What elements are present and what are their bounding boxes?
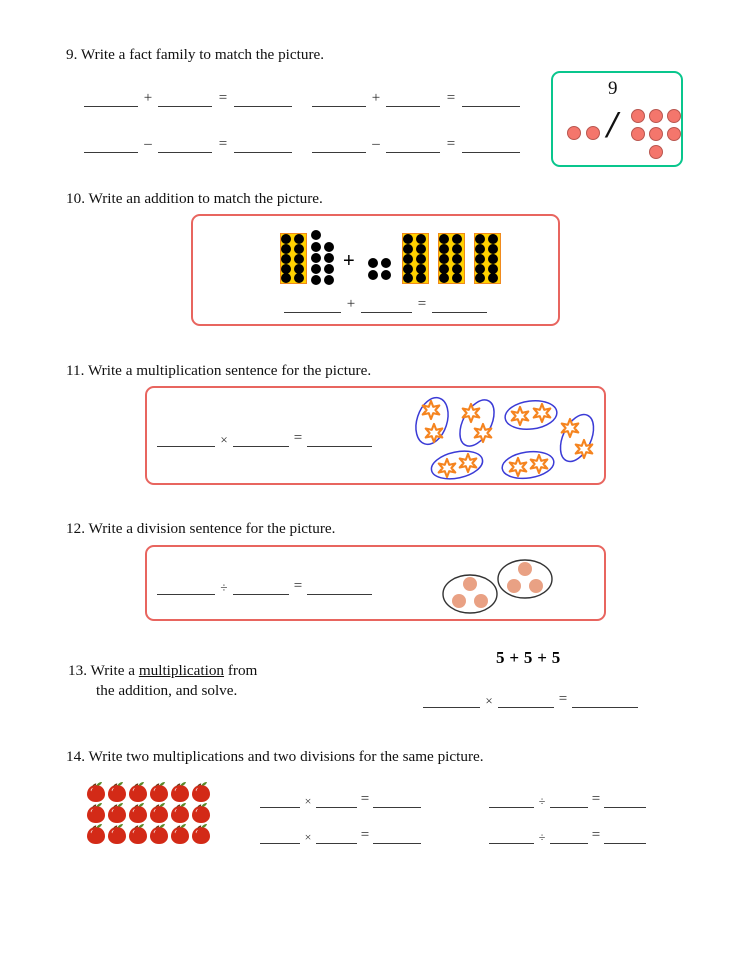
problem-11-prompt: 11. Write a multiplication sentence for the picture. — [66, 362, 372, 379]
answer-blank[interactable] — [462, 152, 520, 153]
equals-operator: = — [591, 791, 601, 807]
ten-frame-dot — [475, 244, 485, 254]
ten-frame-dot — [403, 273, 413, 283]
star-group — [554, 409, 601, 466]
ten-frame-dot — [452, 244, 462, 254]
divide-operator: ÷ — [538, 830, 546, 844]
counter-dot — [631, 109, 645, 123]
counter-dot — [667, 127, 681, 141]
ten-frame-dot — [475, 273, 485, 283]
problem-13-prompt-underlined: multiplication — [138, 662, 225, 679]
problem-13-prompt-part-1: 13. Write a — [68, 662, 139, 679]
problem-12-equation — [157, 578, 372, 601]
answer-blank[interactable] — [489, 843, 534, 844]
ten-frame-dot — [488, 273, 498, 283]
equals-operator: = — [218, 90, 228, 106]
equals-operator: = — [558, 691, 568, 707]
ten-frame-dot — [281, 273, 291, 283]
apple-array-picture — [86, 781, 216, 845]
counter-dot — [586, 126, 600, 140]
answer-blank[interactable] — [572, 707, 638, 708]
problem-14-multiplication-row-1 — [260, 791, 421, 814]
ten-frame-dot — [403, 234, 413, 244]
problem-14-prompt: 14. Write two multiplications and two divisions for the same picture. — [66, 748, 484, 765]
answer-blank[interactable] — [157, 594, 215, 595]
apple-row — [87, 803, 210, 823]
answer-blank[interactable] — [84, 106, 138, 107]
answer-blank[interactable] — [307, 594, 372, 595]
counter-dot — [667, 109, 681, 123]
minus-operator: – — [144, 136, 152, 152]
equals-operator: = — [218, 136, 228, 152]
problem-9-equation-row-1-left — [84, 90, 292, 113]
ten-frame-dot — [294, 234, 304, 244]
ten-frame-dot — [488, 234, 498, 244]
apple-row — [87, 824, 210, 844]
ten-frame-dot — [416, 234, 426, 244]
unit-dot — [324, 275, 334, 285]
star-group — [410, 394, 453, 449]
answer-blank[interactable] — [373, 807, 421, 808]
star-group — [453, 394, 501, 451]
equals-operator: = — [293, 430, 303, 446]
answer-blank[interactable] — [233, 446, 289, 447]
answer-blank[interactable] — [260, 807, 300, 808]
problem-13-prompt-line-2: the addition, and solve. — [96, 682, 238, 699]
unit-dot — [311, 275, 321, 285]
answer-blank[interactable] — [550, 807, 588, 808]
ten-frame-dot — [403, 244, 413, 254]
problem-9-picture-box — [551, 71, 683, 167]
answer-blank[interactable] — [284, 312, 341, 313]
ten-frame-dot — [452, 273, 462, 283]
ten-frame-dot — [439, 254, 449, 264]
answer-blank[interactable] — [316, 807, 357, 808]
answer-blank[interactable] — [84, 152, 138, 153]
ten-frame-dot — [488, 254, 498, 264]
answer-blank[interactable] — [462, 106, 520, 107]
plus-sign-picture: + — [343, 250, 355, 272]
answer-blank[interactable] — [234, 152, 292, 153]
problem-10-prompt: 10. Write an addition to match the picture. — [66, 190, 323, 207]
problem-14-division-row-2 — [489, 827, 646, 850]
answer-blank[interactable] — [386, 106, 440, 107]
counter-dot — [649, 109, 663, 123]
answer-blank[interactable] — [260, 843, 300, 844]
fact-family-divider: / — [607, 104, 618, 146]
ten-frame-dot — [475, 254, 485, 264]
problem-9-equation-row-2-right — [312, 136, 520, 159]
counter-dot — [631, 127, 645, 141]
times-operator: × — [304, 830, 312, 844]
ten-frame-dot — [416, 244, 426, 254]
counter-group — [498, 560, 552, 598]
plus-operator: + — [346, 296, 356, 312]
counter-groups-picture — [437, 554, 557, 616]
ten-frame-dot — [281, 254, 291, 264]
problem-11-picture-box — [145, 386, 606, 485]
star-group — [429, 447, 485, 483]
ten-frame-dot — [452, 234, 462, 244]
answer-blank[interactable] — [158, 152, 212, 153]
answer-blank[interactable] — [386, 152, 440, 153]
problem-9-prompt: 9. Write a fact family to match the picture. — [66, 46, 325, 63]
ten-frame-dot — [439, 244, 449, 254]
equals-operator: = — [360, 827, 370, 843]
times-operator: × — [220, 432, 228, 447]
unit-dot — [324, 264, 334, 274]
answer-blank[interactable] — [316, 843, 357, 844]
answer-blank[interactable] — [312, 152, 366, 153]
answer-blank[interactable] — [233, 594, 289, 595]
ten-frame-dot — [488, 244, 498, 254]
ten-frame-dot — [403, 254, 413, 264]
equals-operator: = — [446, 136, 456, 152]
ten-frame-dot — [439, 234, 449, 244]
problem-12-picture-box — [145, 545, 606, 621]
ten-frame-dot — [475, 234, 485, 244]
ten-frame-dot — [294, 254, 304, 264]
divide-operator: ÷ — [220, 580, 228, 595]
apple-row — [87, 782, 210, 802]
ten-frame-dot — [439, 273, 449, 283]
answer-blank[interactable] — [604, 843, 646, 844]
problem-10-equation — [284, 296, 487, 319]
ten-frame-dot — [416, 273, 426, 283]
problem-13-prompt-part-2: from — [224, 662, 258, 679]
unit-dot — [311, 253, 321, 263]
minus-operator: – — [372, 136, 380, 152]
unit-dot — [311, 230, 321, 240]
counter-dot — [649, 127, 663, 141]
answer-blank[interactable] — [307, 446, 372, 447]
unit-dot — [324, 253, 334, 263]
problem-10-picture-box — [191, 214, 560, 326]
equals-operator: = — [417, 296, 427, 312]
star-groups-picture — [409, 393, 604, 483]
problem-13-addition-expression: 5 + 5 + 5 — [496, 648, 561, 667]
answer-blank[interactable] — [157, 446, 215, 447]
ten-frame-dot — [281, 234, 291, 244]
counter-dot — [649, 145, 663, 159]
problem-14-division-row-1 — [489, 791, 646, 814]
answer-blank[interactable] — [432, 312, 487, 313]
plus-operator: + — [143, 90, 153, 106]
fact-family-total-label: 9 — [608, 78, 618, 99]
divide-operator: ÷ — [538, 794, 546, 808]
star-group — [500, 449, 555, 482]
problem-13-equation — [423, 691, 638, 714]
unit-dot — [324, 242, 334, 252]
answer-blank[interactable] — [373, 843, 421, 844]
counter-dot — [567, 126, 581, 140]
plus-operator: + — [371, 90, 381, 106]
answer-blank[interactable] — [423, 707, 480, 708]
ten-frame-dot — [281, 244, 291, 254]
answer-blank[interactable] — [361, 312, 412, 313]
ten-frame-dot — [294, 273, 304, 283]
ten-frame-dot — [294, 244, 304, 254]
unit-dot — [368, 258, 378, 268]
unit-dot — [381, 258, 391, 268]
answer-blank[interactable] — [604, 807, 646, 808]
answer-blank[interactable] — [550, 843, 588, 844]
answer-blank[interactable] — [158, 106, 212, 107]
problem-9-equation-row-2-left — [84, 136, 292, 159]
unit-dot — [311, 264, 321, 274]
answer-blank[interactable] — [234, 106, 292, 107]
times-operator: × — [304, 794, 312, 808]
equals-operator: = — [360, 791, 370, 807]
equals-operator: = — [446, 90, 456, 106]
unit-dot — [311, 242, 321, 252]
problem-9-equation-row-1-right — [312, 90, 520, 113]
ten-frame-dot — [452, 254, 462, 264]
star-group — [503, 398, 558, 432]
unit-dot — [381, 270, 391, 280]
problem-11-equation — [157, 430, 372, 453]
counter-group — [443, 575, 497, 613]
unit-dot — [368, 270, 378, 280]
problem-12-prompt: 12. Write a division sentence for the picture. — [66, 520, 336, 537]
equals-operator: = — [293, 578, 303, 594]
equals-operator: = — [591, 827, 601, 843]
answer-blank[interactable] — [489, 807, 534, 808]
times-operator: × — [485, 693, 493, 708]
problem-14-multiplication-row-2 — [260, 827, 421, 850]
answer-blank[interactable] — [312, 106, 366, 107]
ten-frame-dot — [416, 254, 426, 264]
answer-blank[interactable] — [498, 707, 554, 708]
